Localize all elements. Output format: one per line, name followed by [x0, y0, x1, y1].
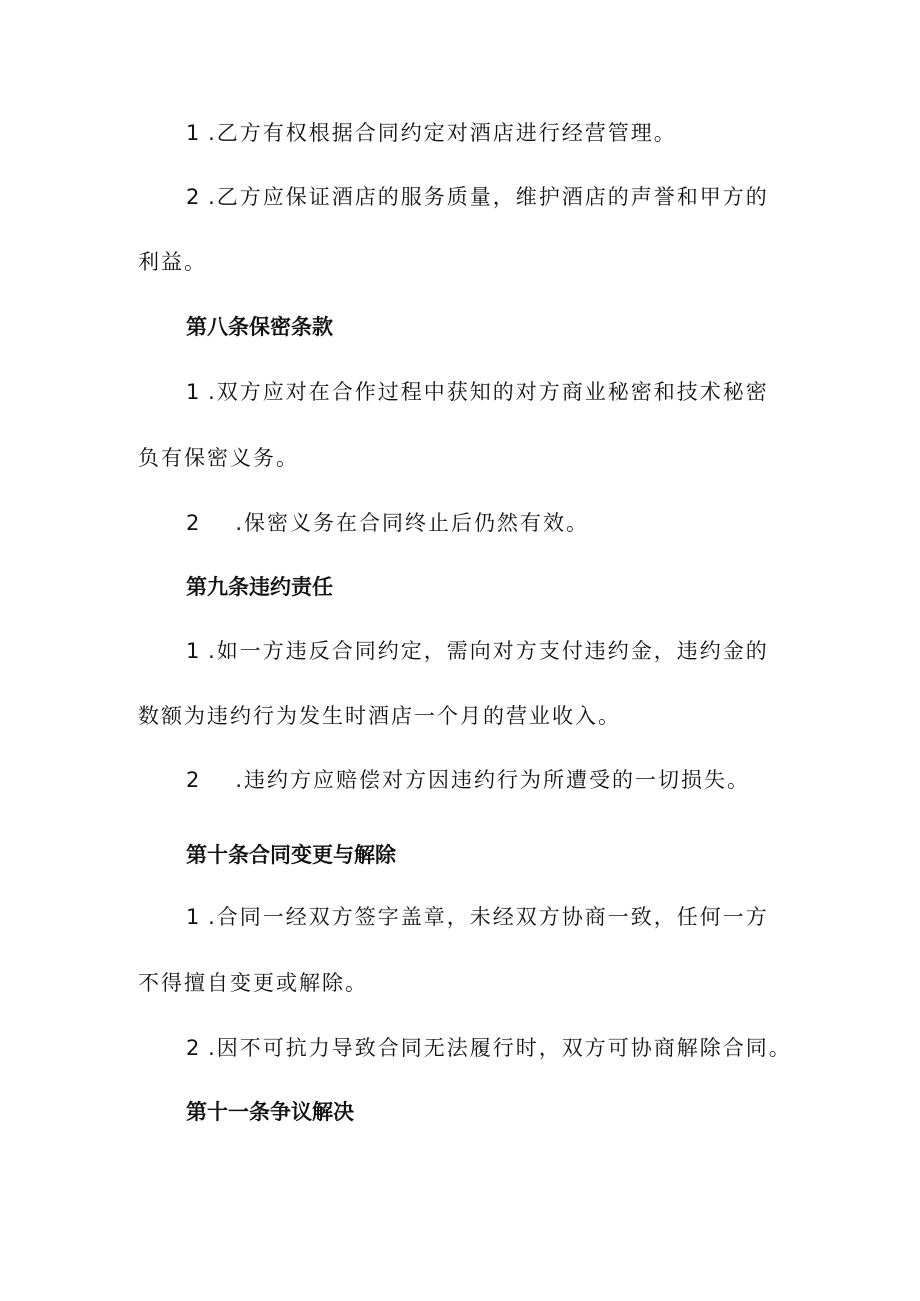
item-text: .双方应对在合作过程中获知的对方商业秘密和技术秘密: [208, 380, 769, 404]
item-text: .违约方应赔偿对方因违约行为所遭受的一切损失。: [235, 768, 751, 792]
clause-9-item-2: [186, 765, 750, 795]
item-number: 2: [186, 768, 200, 792]
item-text: .合同一经双方签字盖章，未经双方协商一致，任何一方: [208, 905, 769, 929]
clause-8-item-1-continuation: 负有保密义务。: [138, 446, 299, 470]
item-text: .如一方违反合同约定，需向对方支付违约金，违约金的: [208, 639, 769, 663]
clause-7-item-2: [186, 182, 769, 212]
clause-7-item-2-continuation: 利益。: [138, 250, 207, 274]
clause-9-heading: 第九条违约责任: [186, 575, 333, 599]
item-number: 1: [186, 380, 200, 404]
item-text: .乙方应保证酒店的服务质量，维护酒店的声誉和甲方的: [208, 185, 769, 209]
item-text: .乙方有权根据合同约定对酒店进行经营管理。: [208, 121, 677, 145]
clause-11-heading: 第十一条争议解决: [186, 1100, 354, 1124]
clause-8-item-1: [186, 377, 769, 407]
item-number: 2: [186, 511, 200, 535]
clause-10-item-1: [186, 902, 769, 932]
clause-8-heading: 第八条保密条款: [186, 315, 333, 339]
clause-9-item-1-continuation: 数额为违约行为发生时酒店一个月的营业收入。: [138, 704, 621, 728]
item-text: .因不可抗力导致合同无法履行时，双方可协商解除合同。: [208, 1036, 792, 1060]
item-number: 2: [186, 185, 200, 209]
clause-10-heading: 第十条合同变更与解除: [186, 843, 396, 867]
clause-10-item-1-continuation: 不得擅自变更或解除。: [138, 971, 368, 995]
clause-8-item-2: [186, 508, 589, 538]
item-number: 1: [186, 905, 200, 929]
item-number: 1: [186, 639, 200, 663]
item-text: .保密义务在合同终止后仍然有效。: [235, 511, 590, 535]
clause-10-item-2: [186, 1033, 792, 1063]
item-number: 1: [186, 121, 200, 145]
clause-9-item-1: [186, 636, 769, 666]
item-number: 2: [186, 1036, 200, 1060]
clause-7-item-1: [186, 118, 677, 148]
